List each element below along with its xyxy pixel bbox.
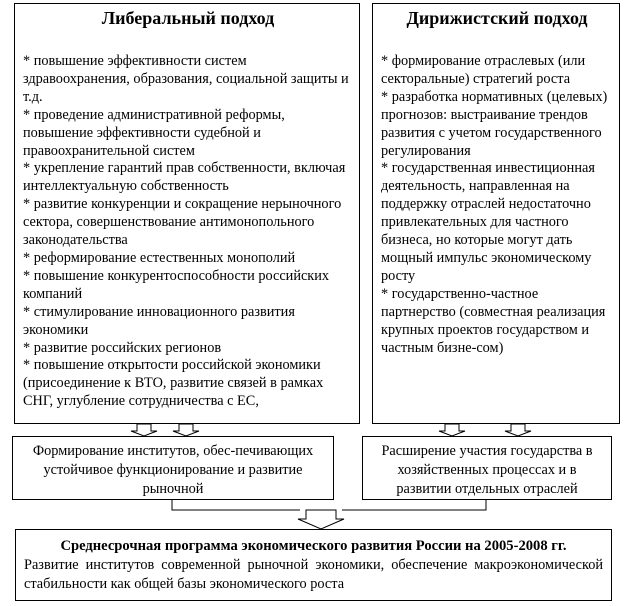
- arrow-to-program: [298, 510, 344, 529]
- dirigiste-approach-box: [372, 3, 620, 424]
- list-item: * проведение административной реформы, повышение эффективности судебной и правоохранительной систем: [23, 106, 285, 159]
- arrow-dirigiste-to-state: [439, 424, 465, 436]
- state-participation-box: [362, 436, 612, 500]
- list-item: * государственная инвестиционная деятельность, направленная на поддержку отраслей недостаточно привлекательных для частного бизнеса, но которые могут дать мощный импульс экономическому росту: [381, 160, 595, 284]
- list-item: * повышение открытости российской экономики (присоединение к ВТО, развитие связей в рамках СНГ, углубление сотрудничества с ЕС,: [23, 357, 324, 410]
- state-participation-text: Расширение участия государства в хозяйственных процессах и в развитии отдельных отраслей: [381, 443, 593, 497]
- arrow-liberal-to-institutions: [131, 424, 157, 436]
- list-item: * развитие конкуренции и сокращение нерыночного сектора, совершенствование антимонопольного законодательства: [23, 196, 342, 249]
- arrow-dirigiste-to-state-2: [505, 424, 531, 436]
- program-text: Развитие институтов современной рыночной экономики, обеспечение макроэкономической стабильности как общей базы экономического роста: [24, 557, 603, 592]
- list-item: * стимулирование инновационного развития экономики: [23, 303, 295, 338]
- arrow-liberal-to-institutions-2: [173, 424, 199, 436]
- program-title: Среднесрочная программа экономического развития России на 2005-2008 гг.: [60, 538, 567, 554]
- liberal-approach-box: [14, 3, 360, 424]
- list-item: * развитие российских регионов: [23, 339, 222, 356]
- institutions-text: Формирование институтов, обес-печивающих устойчивое функционирование и развитие рыночной: [32, 443, 314, 497]
- program-box: [15, 529, 612, 601]
- liberal-approach-list: [23, 53, 353, 411]
- connector-left: [172, 500, 300, 510]
- list-item: * укрепление гарантий прав собственности, включая интеллектуальную собственность: [23, 160, 346, 195]
- list-item: * повышение конкурентоспособности российских компаний: [23, 267, 330, 302]
- list-item: * разработка нормативных (целевых) прогнозов: выстраивание трендов развития с учетом государственного регулирования: [381, 88, 608, 159]
- connector-right: [342, 500, 486, 510]
- list-item: * государственно-частное партнерство (совместная реализация крупных проектов государством и частным бизне-сом): [381, 285, 606, 356]
- dirigiste-approach-list: [381, 53, 613, 357]
- dirigiste-approach-title: Дирижистский подход: [406, 8, 588, 28]
- list-item: * реформирование естественных монополий: [23, 249, 296, 266]
- institutions-box: [12, 436, 334, 500]
- liberal-approach-title: Либеральный подход: [101, 8, 275, 28]
- list-item: * формирование отраслевых (или секторальные) стратегий роста: [381, 53, 586, 87]
- list-item: * повышение эффективности систем здравоохранения, образования, социальной защиты и т.д.: [23, 53, 349, 105]
